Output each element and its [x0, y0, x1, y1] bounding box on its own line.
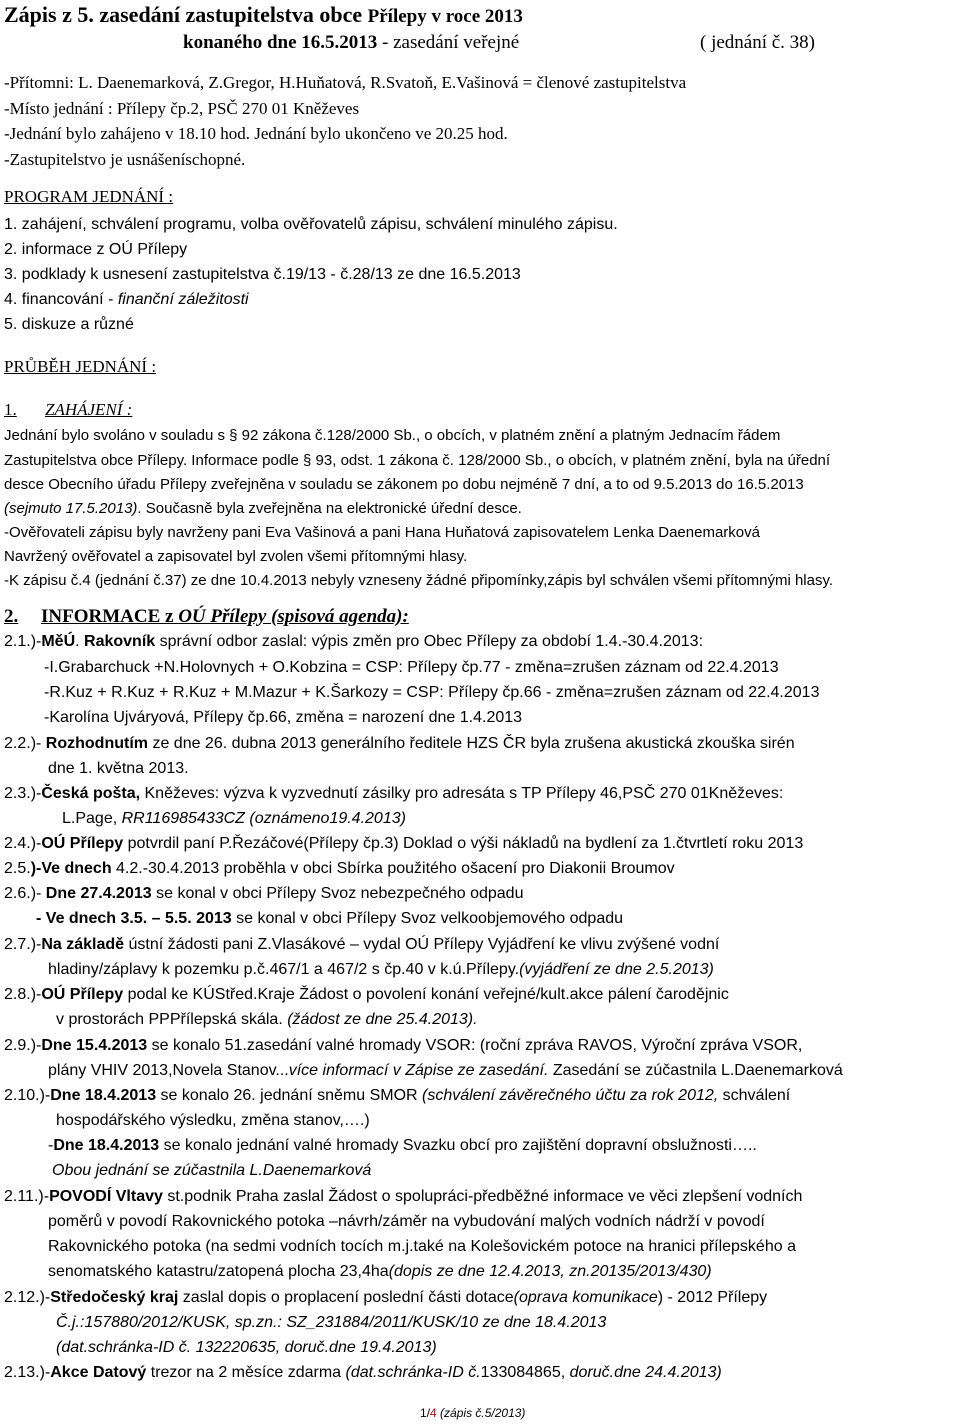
section-1-title: ZAHÁJENÍ :: [45, 400, 133, 419]
program-item-4-italic: finanční záležitosti: [117, 291, 249, 308]
meeting-number: ( jednání č. 38): [700, 32, 816, 53]
item-2-1: 2.1.)-MěÚ. Rakovník správní odbor zaslal: výpis změn pro Obec Přílepy za období 1.4.-30.4.2013:: [4, 633, 704, 650]
item-2-1-a: -I.Grabarchuck +N.Holovnych + O.Kobzina = CSP: Přílepy čp.77 - změna=zrušen záznam od 22.4.2013: [44, 659, 779, 676]
footer-note: (zápis č.5/2013): [436, 1406, 526, 1420]
page-current: 1: [420, 1406, 427, 1420]
program-item-3: 3. podklady k usnesení zastupitelstva č.19/13 - č.28/13 ze dne 16.5.2013: [4, 266, 521, 283]
item-2-2-b: dne 1. května 2013.: [48, 760, 189, 777]
item-2-10-b: hospodářského výsledku, změna stanov,….): [56, 1112, 370, 1129]
item-2-11-b: poměrů v povodí Rakovnického potoka –návrh/záměr na vybudování malých vodních nádrží v povodí: [48, 1213, 765, 1230]
section-2-title-b: OÚ Přílepy (spisová agenda):: [178, 606, 409, 627]
document-subtitle: [183, 32, 519, 54]
item-2-6-b: - Ve dnech 3.5. – 5.5. 2013 se konal v obci Přílepy Svoz velkoobjemového odpadu: [36, 910, 624, 927]
subtitle-date: konaného dne 16.5.2013: [183, 32, 378, 53]
page-separator: /: [426, 1406, 431, 1420]
item-2-4: 2.4.)-OÚ Přílepy potvrdil paní P.Řezáčové(Přílepy čp.3) Doklad o výši nákladů na bydlení za 1.čtvrtletí roku 2013: [4, 835, 804, 852]
prubeh-heading: PRŮBĚH JEDNÁNÍ :: [4, 357, 157, 376]
item-2-11: 2.11.)-POVODÍ Vltavy st.podnik Praha zaslal Žádost o spolupráci-předběžné informace ve věci zlepšení vodních: [4, 1188, 803, 1205]
item-2-10: 2.10.)-Dne 18.4.2013 se konalo 26. jednání sněmu SMOR (schválení závěrečného účtu za rok 2012, schválení: [4, 1087, 791, 1104]
section-1-line-7: -K zápisu č.4 (jednání č.37) ze dne 10.4.2013 nebyly vzneseny žádné připomínky,zápis byl schválen všemi přítomnými hlasy.: [4, 572, 834, 589]
item-2-3: 2.3.)-Česká pošta, Kněževes: výzva k vyzvednutí zásilky pro adresáta s TP Přílepy 46,PSČ 270 01Kněževes:: [4, 785, 784, 802]
section-1-number: 1.: [4, 400, 17, 419]
item-2-10-d: Obou jednání se zúčastnila L.Daenemarková: [52, 1162, 372, 1179]
item-2-11-d: senomatského katastru/zatopená plocha 23,4ha(dopis ze dne 12.4.2013, zn.20135/2013/430): [48, 1263, 712, 1280]
item-2-3-b: L.Page, RR116985433CZ (oznámeno19.4.2013): [62, 810, 406, 827]
section-2-heading: [4, 606, 409, 628]
item-2-9: 2.9.)-Dne 15.4.2013 se konalo 51.zasedání valné hromady VSOR: (roční zpráva RAVOS, Výroční zpráva VSOR,: [4, 1037, 803, 1054]
program-item-4: [4, 291, 249, 309]
quorum-line: -Zastupitelstvo je usnášeníschopné.: [4, 150, 246, 169]
place-line: -Místo jednání : Přílepy čp.2, PSČ 270 01 Kněževes: [4, 99, 360, 118]
section-1-line-4-text: . Současně byla zveřejněna na elektronické úřední desce.: [137, 500, 522, 517]
time-line: -Jednání bylo zahájeno v 18.10 hod. Jednání bylo ukončeno ve 20.25 hod.: [4, 124, 508, 143]
item-2-6: 2.6.)- Dne 27.4.2013 se konal v obci Přílepy Svoz nebezpečného odpadu: [4, 885, 524, 902]
program-item-2: 2. informace z OÚ Přílepy: [4, 241, 188, 258]
section-1-line-4: [4, 500, 522, 517]
item-2-5: 2.5.)-Ve dnech 4.2.-30.4.2013 proběhla v obci Sbírka použitého ošacení pro Diakonii Broumov: [4, 860, 675, 877]
item-2-11-c: Rakovnického potoka (na sedmi vodních tocích m.j.také na Kolešovickém potoce na hranici přílepského a: [48, 1238, 796, 1255]
section-1-line-6: Navržený ověřovatel a zapisovatel byl zvolen všemi přítomnými hlasy.: [4, 548, 468, 565]
page-total: 4: [430, 1406, 437, 1420]
section-1-heading: [4, 400, 132, 420]
item-2-8: 2.8.)-OÚ Přílepy podal ke KÚStřed.Kraje Žádost o povolení konání veřejné/kult.akce pálení čarodějnic: [4, 986, 729, 1003]
section-1-line-5: -Ověřovateli zápisu byly navrženy pani Eva Vašinová a pani Hana Huňatová zapisovatelem Lenka Daenemarková: [4, 524, 760, 541]
item-2-7: 2.7.)-Na základě ústní žádosti pani Z.Vlasákové – vydal OÚ Přílepy Vyjádření ke vlivu zvýšené vodní: [4, 936, 720, 953]
item-2-1-b: -R.Kuz + R.Kuz + R.Kuz + M.Mazur + K.Šarkozy = CSP: Přílepy čp.66 - změna=zrušen záznam od 22.4.2013: [44, 684, 820, 701]
program-item-4-text: 4. financování -: [4, 291, 114, 308]
section-2-number: 2.: [4, 606, 19, 627]
item-2-10-c: -Dne 18.4.2013 se konalo jednání valné hromady Svazku obcí pro zajištění dopravní obslužnosti…..: [48, 1137, 757, 1154]
program-heading: PROGRAM JEDNÁNÍ :: [4, 187, 174, 206]
document-title: [4, 2, 523, 28]
item-2-8-b: v prostorách PPPřílepská skála. (žádost ze dne 25.4.2013).: [56, 1011, 478, 1028]
section-1-line-1: Jednání bylo svoláno v souladu s § 92 zákona č.128/2000 Sb., o obcích, v platném znění a platným Jednacím řádem: [4, 427, 781, 444]
item-2-9-b: plány VHIV 2013,Novela Stanov...více informací v Zápise ze zasedání. Zasedání se zúčastnila L.Daenemarková: [48, 1062, 843, 1079]
title-text: Zápis z 5. zasedání zastupitelstva obce: [4, 2, 363, 27]
subtitle-type: - zasedání veřejné: [382, 32, 520, 53]
item-2-7-b: hladiny/záplavy k pozemku p.č.467/1 a 467/2 s čp.40 v k.ú.Přílepy.(vyjádření ze dne 2.5.2013): [48, 961, 714, 978]
section-2-title-a: INFORMACE z: [41, 606, 179, 627]
section-1-line-3: desce Obecního úřadu Přílepy zveřejněna v souladu se zákonem po dobu nejméně 7 dní, a to od 9.5.2013 do 16.5.2013: [4, 476, 804, 493]
item-2-12-b: Č.j.:157880/2012/KUSK, sp.zn.: SZ_231884/2011/KUSK/10 ze dne 18.4.2013: [56, 1314, 607, 1331]
program-item-1: 1. zahájení, schválení programu, volba ověřovatelů zápisu, schválení minulého zápisu.: [4, 216, 618, 233]
item-2-1-c: -Karolína Ujváryová, Přílepy čp.66, změna = narození dne 1.4.2013: [44, 709, 523, 726]
item-2-12-c: (dat.schránka-ID č. 132220635, doruč.dne 19.4.2013): [56, 1339, 437, 1356]
sejmuto-note: (sejmuto 17.5.2013): [4, 500, 138, 517]
title-place: Přílepy v roce 2013: [367, 6, 523, 27]
item-2-12: 2.12.)-Středočeský kraj zaslal dopis o proplacení poslední části dotace(oprava komunikace) - 2012 Přílepy: [4, 1289, 768, 1306]
item-2-2: 2.2.)- Rozhodnutím ze dne 26. dubna 2013 generálního ředitele HZS ČR byla zrušena akustická zkouška sirén: [4, 735, 795, 752]
program-item-5: 5. diskuze a různé: [4, 316, 134, 333]
attendees-line: -Přítomni: L. Daenemarková, Z.Gregor, H.Huňatová, R.Svatoň, E.Vašinová = členové zastupitelstva: [4, 73, 687, 92]
section-1-line-2: Zastupitelstva obce Přílepy. Informace podle § 93, odst. 1 zákona č. 128/2000 Sb., o obcích, v platném znění, byla na úřední: [4, 452, 831, 469]
item-2-13: 2.13.)-Akce Datový trezor na 2 měsíce zdarma (dat.schránka-ID č.133084865, doruč.dne 24.4.2013): [4, 1364, 722, 1381]
page-footer: [420, 1406, 525, 1420]
